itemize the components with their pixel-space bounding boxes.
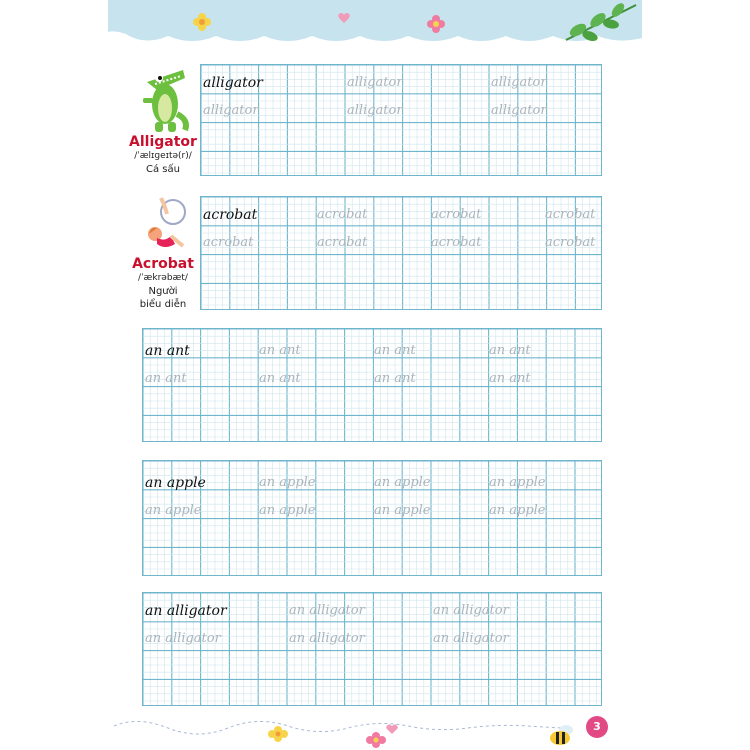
trace-word: an apple xyxy=(489,475,546,490)
grid-lines xyxy=(201,197,601,309)
trace-word: an apple xyxy=(489,503,546,518)
trace-word: an alligator xyxy=(289,631,365,646)
vocab-word: Alligator xyxy=(129,134,197,150)
flower-icon xyxy=(268,726,288,742)
trace-word: alligator xyxy=(347,103,403,118)
trace-word: an alligator xyxy=(145,631,221,646)
acrobat-icon xyxy=(135,194,191,256)
trace-word: acrobat xyxy=(431,235,482,250)
trace-word: acrobat xyxy=(545,235,596,250)
trace-word: an alligator xyxy=(433,631,509,646)
model-word: an ant xyxy=(145,343,190,359)
trace-word: an ant xyxy=(489,343,531,358)
trace-word: an ant xyxy=(259,343,301,358)
trace-word: an apple xyxy=(374,503,431,518)
trace-word: alligator xyxy=(491,103,547,118)
trace-word: an alligator xyxy=(433,603,509,618)
trace-word: an apple xyxy=(374,475,431,490)
writing-grid-an-ant xyxy=(142,328,602,442)
vocab-word: Acrobat xyxy=(132,256,194,272)
vocab-card-acrobat xyxy=(118,194,208,311)
alligator-icon xyxy=(135,64,191,134)
model-word: acrobat xyxy=(203,207,258,223)
writing-grid-alligator xyxy=(200,64,602,176)
trace-word: an ant xyxy=(489,371,531,386)
trace-word: acrobat xyxy=(203,235,254,250)
trace-word: acrobat xyxy=(317,207,368,222)
leaf-branch-icon xyxy=(556,0,642,45)
footer-decoration xyxy=(108,712,642,750)
trace-word: acrobat xyxy=(545,207,596,222)
model-word: alligator xyxy=(203,75,263,91)
vocab-card-alligator xyxy=(118,64,208,176)
flower-icon xyxy=(192,12,212,32)
trace-word: an apple xyxy=(259,475,316,490)
trace-word: an apple xyxy=(259,503,316,518)
trace-word: an ant xyxy=(145,371,187,386)
model-word: an apple xyxy=(145,475,206,491)
trace-word: an alligator xyxy=(289,603,365,618)
trace-word: alligator xyxy=(491,75,547,90)
vocab-meaning-line2: biểu diễn xyxy=(139,299,187,310)
page-number: 3 xyxy=(586,716,608,738)
model-word: an alligator xyxy=(145,603,227,619)
worksheet-page xyxy=(108,0,642,750)
heart-icon xyxy=(386,724,398,734)
trace-word: an apple xyxy=(145,503,202,518)
trace-word: acrobat xyxy=(317,235,368,250)
trace-word: alligator xyxy=(347,75,403,90)
trace-word: an ant xyxy=(259,371,301,386)
flower-icon xyxy=(366,732,386,748)
trace-word: an ant xyxy=(374,371,416,386)
trace-word: acrobat xyxy=(431,207,482,222)
vocab-meaning: Cá sấu xyxy=(146,164,180,175)
writing-grid-an-alligator xyxy=(142,592,602,706)
heart-icon xyxy=(338,12,350,24)
grid-lines xyxy=(143,329,601,441)
vocab-meaning-line1: Người xyxy=(148,286,178,297)
flower-icon xyxy=(426,14,446,34)
trace-word: alligator xyxy=(203,103,259,118)
vocab-ipa: /ˈækrəbæt/ xyxy=(138,273,188,283)
writing-grid-acrobat xyxy=(200,196,602,310)
trace-word: an ant xyxy=(374,343,416,358)
writing-grid-an-apple xyxy=(142,460,602,576)
vocab-ipa: /ˈælɪɡeɪtə(r)/ xyxy=(134,151,192,161)
